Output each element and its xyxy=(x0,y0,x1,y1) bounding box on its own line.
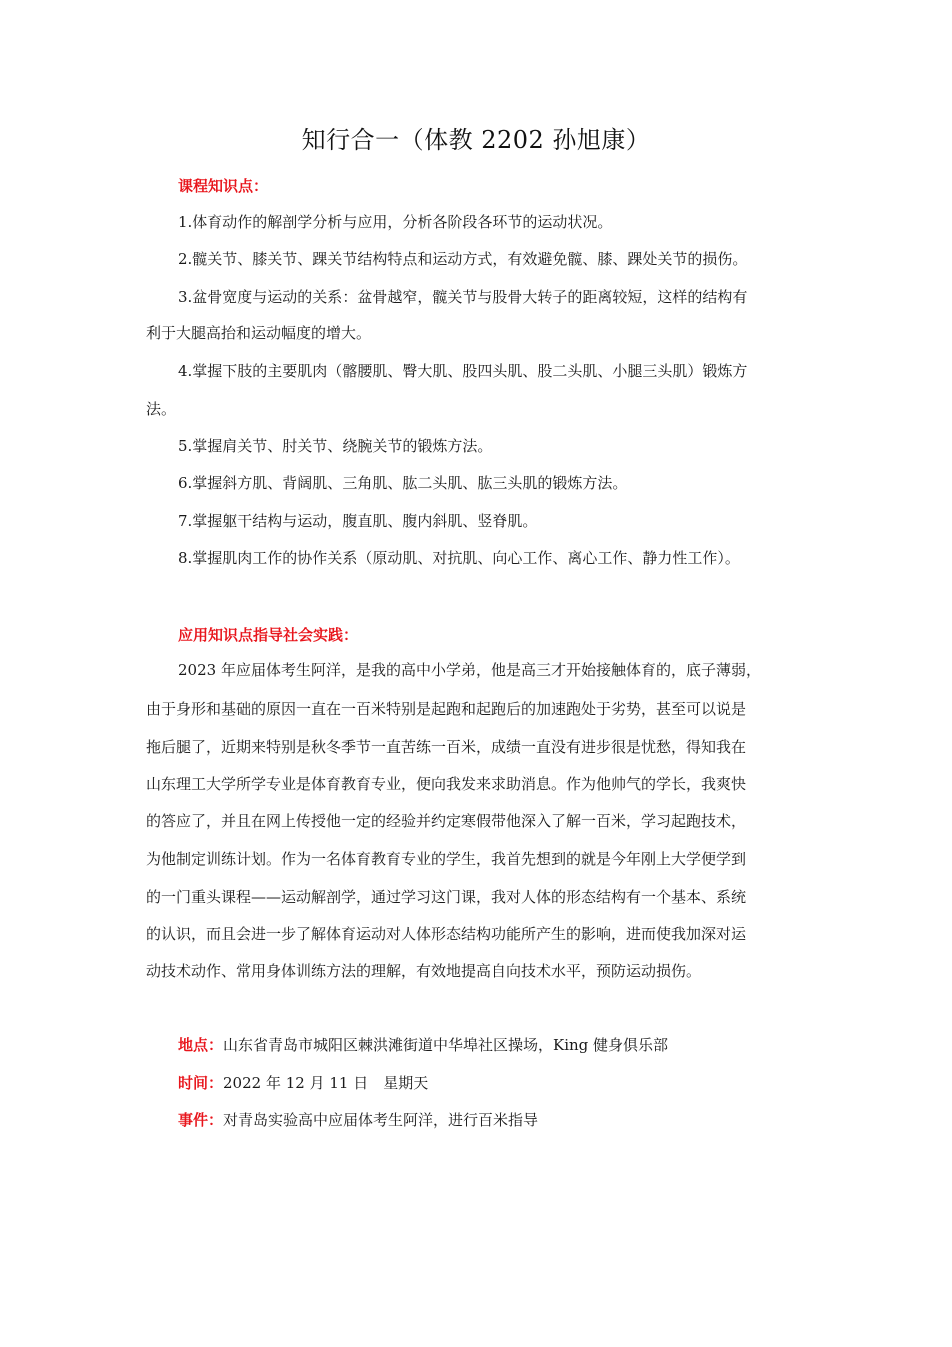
practice-line-2: 由于身形和基础的原因一直在一百米特别是起跑和起跑后的加速跑处于劣势，甚至可以说是 xyxy=(146,700,747,718)
page-title: 知行合一（体教 2202 孙旭康） xyxy=(301,126,651,154)
event-value: 对青岛实验高中应届体考生阿洋，进行百米指导 xyxy=(223,1111,539,1129)
knowledge-item-8: 8.掌握肌肉工作的协作关系（原动肌、对抗肌、向心工作、离心工作、静力性工作）。 xyxy=(178,549,740,567)
practice-line-6: 为他制定训练计划。作为一名体育教育专业的学生，我首先想到的就是今年刚上大学便学到 xyxy=(146,850,747,868)
section-heading-knowledge: 课程知识点： xyxy=(178,177,269,195)
knowledge-item-3-cont: 利于大腿高抬和运动幅度的增大。 xyxy=(146,324,372,342)
location-value: 山东省青岛市城阳区棘洪滩街道中华埠社区操场，King 健身俱乐部 xyxy=(223,1036,669,1054)
info-event xyxy=(178,1109,538,1131)
knowledge-item-4: 4.掌握下肢的主要肌肉（髂腰肌、臀大肌、股四头肌、股二头肌、小腿三头肌）锻炼方 xyxy=(178,362,748,380)
knowledge-item-1: 1.体育动作的解剖学分析与应用，分析各阶段各环节的运动状况。 xyxy=(178,213,613,231)
knowledge-item-6: 6.掌握斜方肌、背阔肌、三角肌、肱二头肌、肱三头肌的锻炼方法。 xyxy=(178,474,628,492)
knowledge-item-5: 5.掌握肩关节、肘关节、绕腕关节的锻炼方法。 xyxy=(178,437,493,455)
practice-line-7: 的一门重头课程——运动解剖学，通过学习这门课，我对人体的形态结构有一个基本、系统 xyxy=(146,888,747,906)
info-time xyxy=(178,1072,428,1094)
practice-line-9: 动技术动作、常用身体训练方法的理解，有效地提高自向技术水平，预防运动损伤。 xyxy=(146,962,702,980)
time-value: 2022 年 12 月 11 日 星期天 xyxy=(223,1074,429,1092)
section-heading-practice: 应用知识点指导社会实践： xyxy=(178,626,359,644)
practice-line-1: 2023 年应届体考生阿洋，是我的高中小学弟，他是高三才开始接触体育的，底子薄弱， xyxy=(178,661,761,679)
knowledge-item-4-cont: 法。 xyxy=(146,400,177,418)
practice-line-4: 山东理工大学所学专业是体育教育专业，便向我发来求助消息。作为他帅气的学长，我爽快 xyxy=(146,775,747,793)
time-label: 时间： xyxy=(178,1074,224,1092)
practice-line-8: 的认识，而且会进一步了解体育运动对人体形态结构功能所产生的影响，进而使我加深对运 xyxy=(146,925,747,943)
info-location xyxy=(178,1034,668,1056)
knowledge-item-7: 7.掌握躯干结构与运动，腹直肌、腹内斜肌、竖脊肌。 xyxy=(178,512,538,530)
practice-line-5: 的答应了，并且在网上传授他一定的经验并约定寒假带他深入了解一百米，学习起跑技术， xyxy=(146,812,747,830)
location-label: 地点： xyxy=(178,1036,224,1054)
event-label: 事件： xyxy=(178,1111,224,1129)
knowledge-item-2: 2.髋关节、膝关节、踝关节结构特点和运动方式，有效避免髋、膝、踝处关节的损伤。 xyxy=(178,250,748,268)
practice-line-3: 拖后腿了，近期来特别是秋冬季节一直苦练一百米，成绩一直没有进步很是忧愁，得知我在 xyxy=(146,738,747,756)
knowledge-item-3: 3.盆骨宽度与运动的关系：盆骨越窄，髋关节与股骨大转子的距离较短，这样的结构有 xyxy=(178,288,748,306)
